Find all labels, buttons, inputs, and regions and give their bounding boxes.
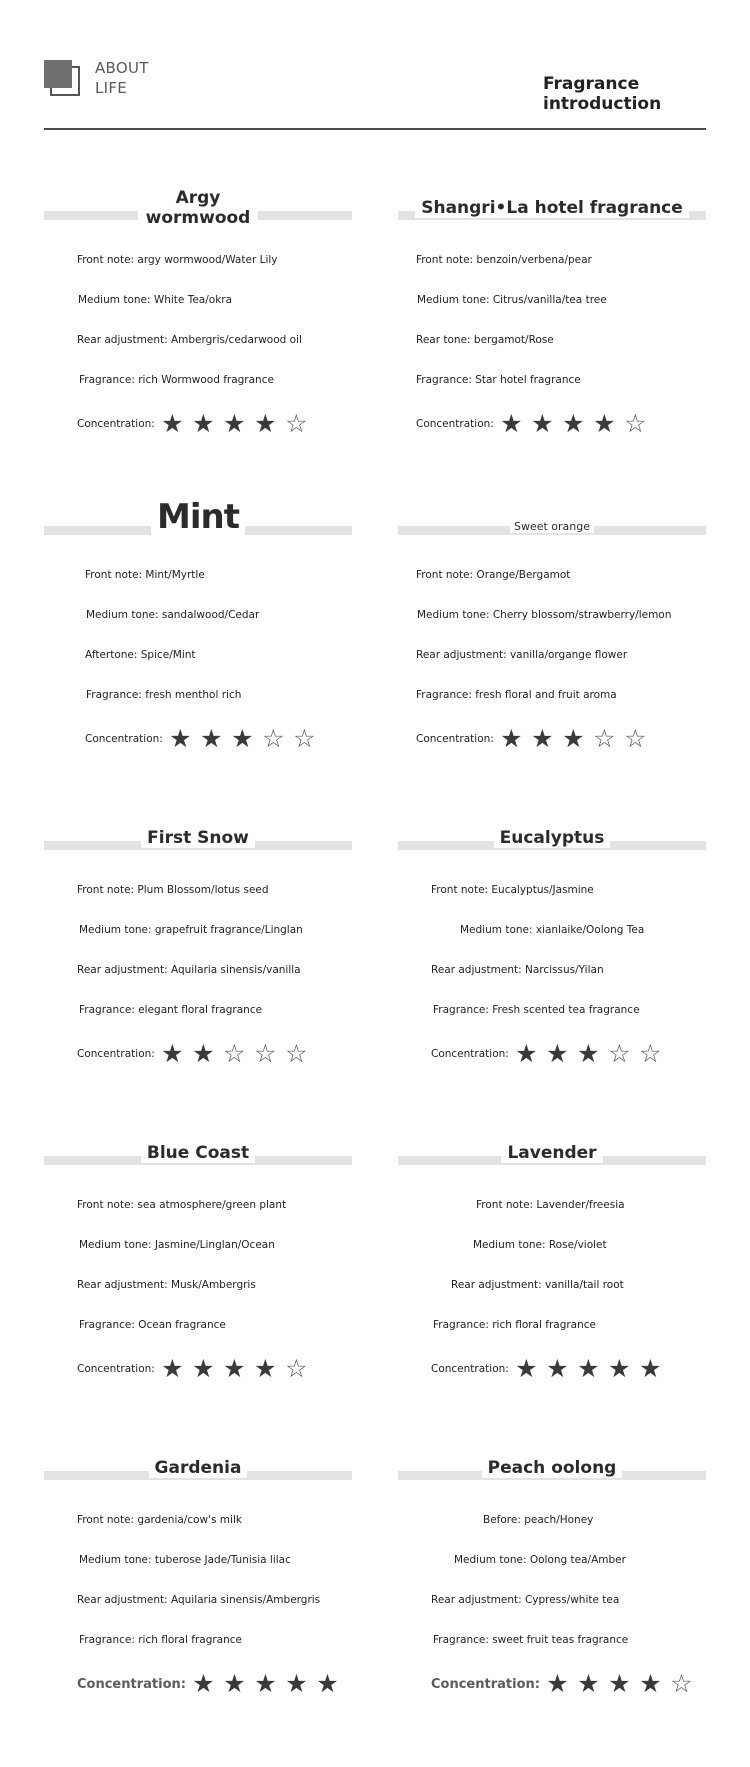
note-front: Front note: Lavender/freesia	[476, 1199, 625, 1211]
star-empty-icon: ☆	[639, 1039, 662, 1068]
card-title-text: Eucalyptus	[494, 828, 611, 848]
concentration-row	[431, 1039, 706, 1068]
notes-list	[44, 882, 352, 1066]
star-filled-icon: ★	[593, 409, 616, 438]
card-title-text: Sweet orange	[510, 520, 594, 533]
star-filled-icon: ★	[161, 1039, 184, 1068]
note-rear: Rear adjustment: Musk/Ambergris	[77, 1279, 256, 1291]
star-filled-icon: ★	[223, 409, 246, 438]
card-title-text: Peach oolong	[482, 1458, 623, 1478]
star-filled-icon: ★	[200, 724, 223, 753]
fragrance-card-first-snow	[44, 820, 352, 1080]
note-front: Front note: Mint/Myrtle	[85, 569, 205, 581]
note-middle: Medium tone: grapefruit fragrance/Linglan	[79, 924, 303, 936]
card-title-text: Shangri•La hotel fragrance	[415, 198, 689, 218]
note-middle: Medium tone: Oolong tea/Amber	[454, 1554, 626, 1566]
note-fragrance: Fragrance: Star hotel fragrance	[416, 374, 581, 386]
note-fragrance: Fragrance: rich Wormwood fragrance	[79, 374, 274, 386]
star-filled-icon: ★	[562, 724, 585, 753]
note-rear: Rear adjustment: Narcissus/Yilan	[431, 964, 604, 976]
card-title	[44, 497, 352, 537]
note-middle: Medium tone: Citrus/vanilla/tea tree	[417, 294, 607, 306]
note-front: Front note: Plum Blossom/lotus seed	[77, 884, 269, 896]
note-fragrance: Fragrance: Fresh scented tea fragrance	[433, 1004, 640, 1016]
star-empty-icon: ☆	[624, 409, 647, 438]
note-rear: Rear adjustment: vanilla/tail root	[451, 1279, 624, 1291]
star-filled-icon: ★	[639, 1669, 662, 1698]
note-front: Front note: benzoin/verbena/pear	[416, 254, 592, 266]
card-title-text: Blue Coast	[141, 1143, 255, 1163]
star-filled-icon: ★	[192, 1669, 215, 1698]
note-front: Front note: Orange/Bergamot	[416, 569, 571, 581]
star-empty-icon: ☆	[262, 724, 285, 753]
notes-list	[398, 252, 706, 436]
star-filled-icon: ★	[285, 1669, 308, 1698]
fragrance-card-mint	[44, 497, 352, 765]
star-empty-icon: ☆	[285, 1354, 308, 1383]
notes-list	[44, 567, 352, 751]
fragrance-card-gardenia	[44, 1450, 352, 1710]
fragrance-card-eucalyptus	[398, 820, 706, 1080]
note-fragrance: Fragrance: rich floral fragrance	[433, 1319, 597, 1331]
note-front: Front note: gardenia/cow's milk	[77, 1514, 242, 1526]
card-title-text: First Snow	[141, 828, 255, 848]
star-empty-icon: ☆	[223, 1039, 246, 1068]
notes-list	[44, 1512, 352, 1696]
star-filled-icon: ★	[254, 1669, 277, 1698]
star-filled-icon: ★	[608, 1669, 631, 1698]
fragrance-card-peach-oolong	[398, 1450, 706, 1710]
note-middle: Medium tone: Rose/violet	[473, 1239, 607, 1251]
star-filled-icon: ★	[169, 724, 192, 753]
star-filled-icon: ★	[192, 1354, 215, 1383]
card-title-line-1: Argy	[146, 188, 251, 208]
note-middle: Medium tone: Jasmine/Linglan/Ocean	[79, 1239, 275, 1251]
note-rear: Rear adjustment: Cypress/white tea	[431, 1594, 620, 1606]
star-filled-icon: ★	[192, 409, 215, 438]
notes-list	[398, 1197, 706, 1381]
star-filled-icon: ★	[161, 409, 184, 438]
concentration-label: Concentration:	[431, 1676, 540, 1692]
brand-line-2: LIFE	[95, 79, 128, 97]
concentration-row	[416, 724, 706, 753]
card-title	[398, 1143, 706, 1163]
concentration-rating	[496, 724, 651, 753]
star-filled-icon: ★	[546, 1354, 569, 1383]
page-title-line-2: introduction	[543, 94, 662, 114]
star-filled-icon: ★	[546, 1669, 569, 1698]
concentration-label: Concentration:	[77, 1676, 186, 1692]
concentration-row	[77, 1039, 352, 1068]
brand-line-1: ABOUT	[95, 59, 149, 77]
star-filled-icon: ★	[531, 409, 554, 438]
star-filled-icon: ★	[515, 1039, 538, 1068]
card-title	[398, 828, 706, 848]
concentration-row	[77, 1669, 352, 1698]
concentration-row	[431, 1669, 706, 1698]
note-fragrance: Fragrance: fresh floral and fruit aroma	[416, 689, 617, 701]
concentration-label: Concentration:	[77, 1048, 155, 1060]
note-fragrance: Fragrance: elegant floral fragrance	[79, 1004, 263, 1016]
concentration-row	[85, 724, 352, 753]
note-rear: Rear adjustment: Aquilaria sinensis/vanilla	[77, 964, 301, 976]
logo-front-square	[44, 60, 72, 88]
notes-list	[398, 882, 706, 1066]
star-empty-icon: ☆	[285, 409, 308, 438]
concentration-label: Concentration:	[77, 1363, 155, 1375]
star-empty-icon: ☆	[670, 1669, 693, 1698]
concentration-label: Concentration:	[431, 1363, 509, 1375]
star-filled-icon: ★	[531, 724, 554, 753]
concentration-row	[416, 409, 706, 438]
star-filled-icon: ★	[562, 409, 585, 438]
note-front: Front note: Eucalyptus/Jasmine	[431, 884, 594, 896]
note-middle: Medium tone: tuberose Jade/Tunisia lilac	[79, 1554, 291, 1566]
note-rear: Rear tone: bergamot/Rose	[416, 334, 554, 346]
concentration-rating	[542, 1669, 697, 1698]
note-middle: Medium tone: xianlaike/Oolong Tea	[460, 924, 645, 936]
page-title	[543, 74, 661, 114]
star-filled-icon: ★	[254, 1354, 277, 1383]
brand-name	[95, 58, 149, 98]
note-middle: Medium tone: sandalwood/Cedar	[86, 609, 260, 621]
card-title-text: Lavender	[501, 1143, 602, 1163]
concentration-rating	[496, 409, 651, 438]
card-title	[44, 1143, 352, 1163]
star-empty-icon: ☆	[285, 1039, 308, 1068]
star-filled-icon: ★	[231, 724, 254, 753]
note-rear: Aftertone: Spice/Mint	[85, 649, 196, 661]
concentration-rating	[157, 409, 312, 438]
note-front: Front note: sea atmosphere/green plant	[77, 1199, 287, 1211]
star-filled-icon: ★	[500, 409, 523, 438]
note-fragrance: Fragrance: fresh menthol rich	[86, 689, 242, 701]
star-empty-icon: ☆	[608, 1039, 631, 1068]
card-title	[398, 517, 706, 537]
note-middle: Medium tone: Cherry blossom/strawberry/lemon	[417, 609, 672, 621]
star-filled-icon: ★	[254, 409, 277, 438]
card-title-line-2: wormwood	[145, 208, 251, 228]
card-title	[44, 828, 352, 848]
concentration-row	[77, 1354, 352, 1383]
concentration-row	[431, 1354, 706, 1383]
fragrance-card-argy-wormwood	[44, 190, 352, 450]
note-middle: Medium tone: White Tea/okra	[78, 294, 233, 306]
fragrance-card-sweet-orange	[398, 505, 706, 765]
note-rear: Rear adjustment: Aquilaria sinensis/Ambergris	[77, 1594, 321, 1606]
star-filled-icon: ★	[546, 1039, 569, 1068]
star-filled-icon: ★	[577, 1669, 600, 1698]
note-fragrance: Fragrance: Ocean fragrance	[79, 1319, 226, 1331]
star-filled-icon: ★	[161, 1354, 184, 1383]
concentration-label: Concentration:	[416, 733, 494, 745]
concentration-row	[77, 409, 352, 438]
star-filled-icon: ★	[608, 1354, 631, 1383]
notes-list	[44, 252, 352, 436]
notes-list	[44, 1197, 352, 1381]
concentration-rating	[511, 1039, 666, 1068]
star-empty-icon: ☆	[254, 1039, 277, 1068]
star-empty-icon: ☆	[293, 724, 316, 753]
concentration-rating	[157, 1039, 312, 1068]
star-filled-icon: ★	[639, 1354, 662, 1383]
concentration-rating	[511, 1354, 666, 1383]
star-filled-icon: ★	[577, 1039, 600, 1068]
concentration-rating	[188, 1669, 343, 1698]
card-title	[398, 1458, 706, 1478]
concentration-label: Concentration:	[416, 418, 494, 430]
page-title-line-1: Fragrance	[543, 74, 640, 94]
star-empty-icon: ☆	[593, 724, 616, 753]
concentration-label: Concentration:	[77, 418, 155, 430]
star-filled-icon: ★	[223, 1669, 246, 1698]
star-empty-icon: ☆	[624, 724, 647, 753]
fragrance-card-shangri-la	[398, 190, 706, 450]
notes-list	[398, 1512, 706, 1696]
card-title	[398, 198, 706, 218]
notes-list	[398, 567, 706, 751]
star-filled-icon: ★	[577, 1354, 600, 1383]
star-filled-icon: ★	[500, 724, 523, 753]
star-filled-icon: ★	[515, 1354, 538, 1383]
concentration-rating	[165, 724, 320, 753]
concentration-label: Concentration:	[431, 1048, 509, 1060]
concentration-rating	[157, 1354, 312, 1383]
card-title	[44, 188, 352, 228]
star-filled-icon: ★	[192, 1039, 215, 1068]
brand-logo	[44, 60, 78, 94]
star-filled-icon: ★	[223, 1354, 246, 1383]
note-fragrance: Fragrance: rich floral fragrance	[79, 1634, 243, 1646]
concentration-label: Concentration:	[85, 733, 163, 745]
note-rear: Rear adjustment: Ambergris/cedarwood oil	[77, 334, 302, 346]
card-title	[44, 1458, 352, 1478]
card-title-text: Gardenia	[149, 1458, 248, 1478]
note-front: Front note: argy wormwood/Water Lily	[77, 254, 278, 266]
note-fragrance: Fragrance: sweet fruit teas fragrance	[433, 1634, 629, 1646]
note-front: Before: peach/Honey	[483, 1514, 594, 1526]
fragrance-card-blue-coast	[44, 1135, 352, 1395]
fragrance-card-lavender	[398, 1135, 706, 1395]
card-title-text: Mint	[151, 497, 245, 537]
header-divider	[44, 128, 706, 130]
note-rear: Rear adjustment: vanilla/organge flower	[416, 649, 628, 661]
star-filled-icon: ★	[316, 1669, 339, 1698]
